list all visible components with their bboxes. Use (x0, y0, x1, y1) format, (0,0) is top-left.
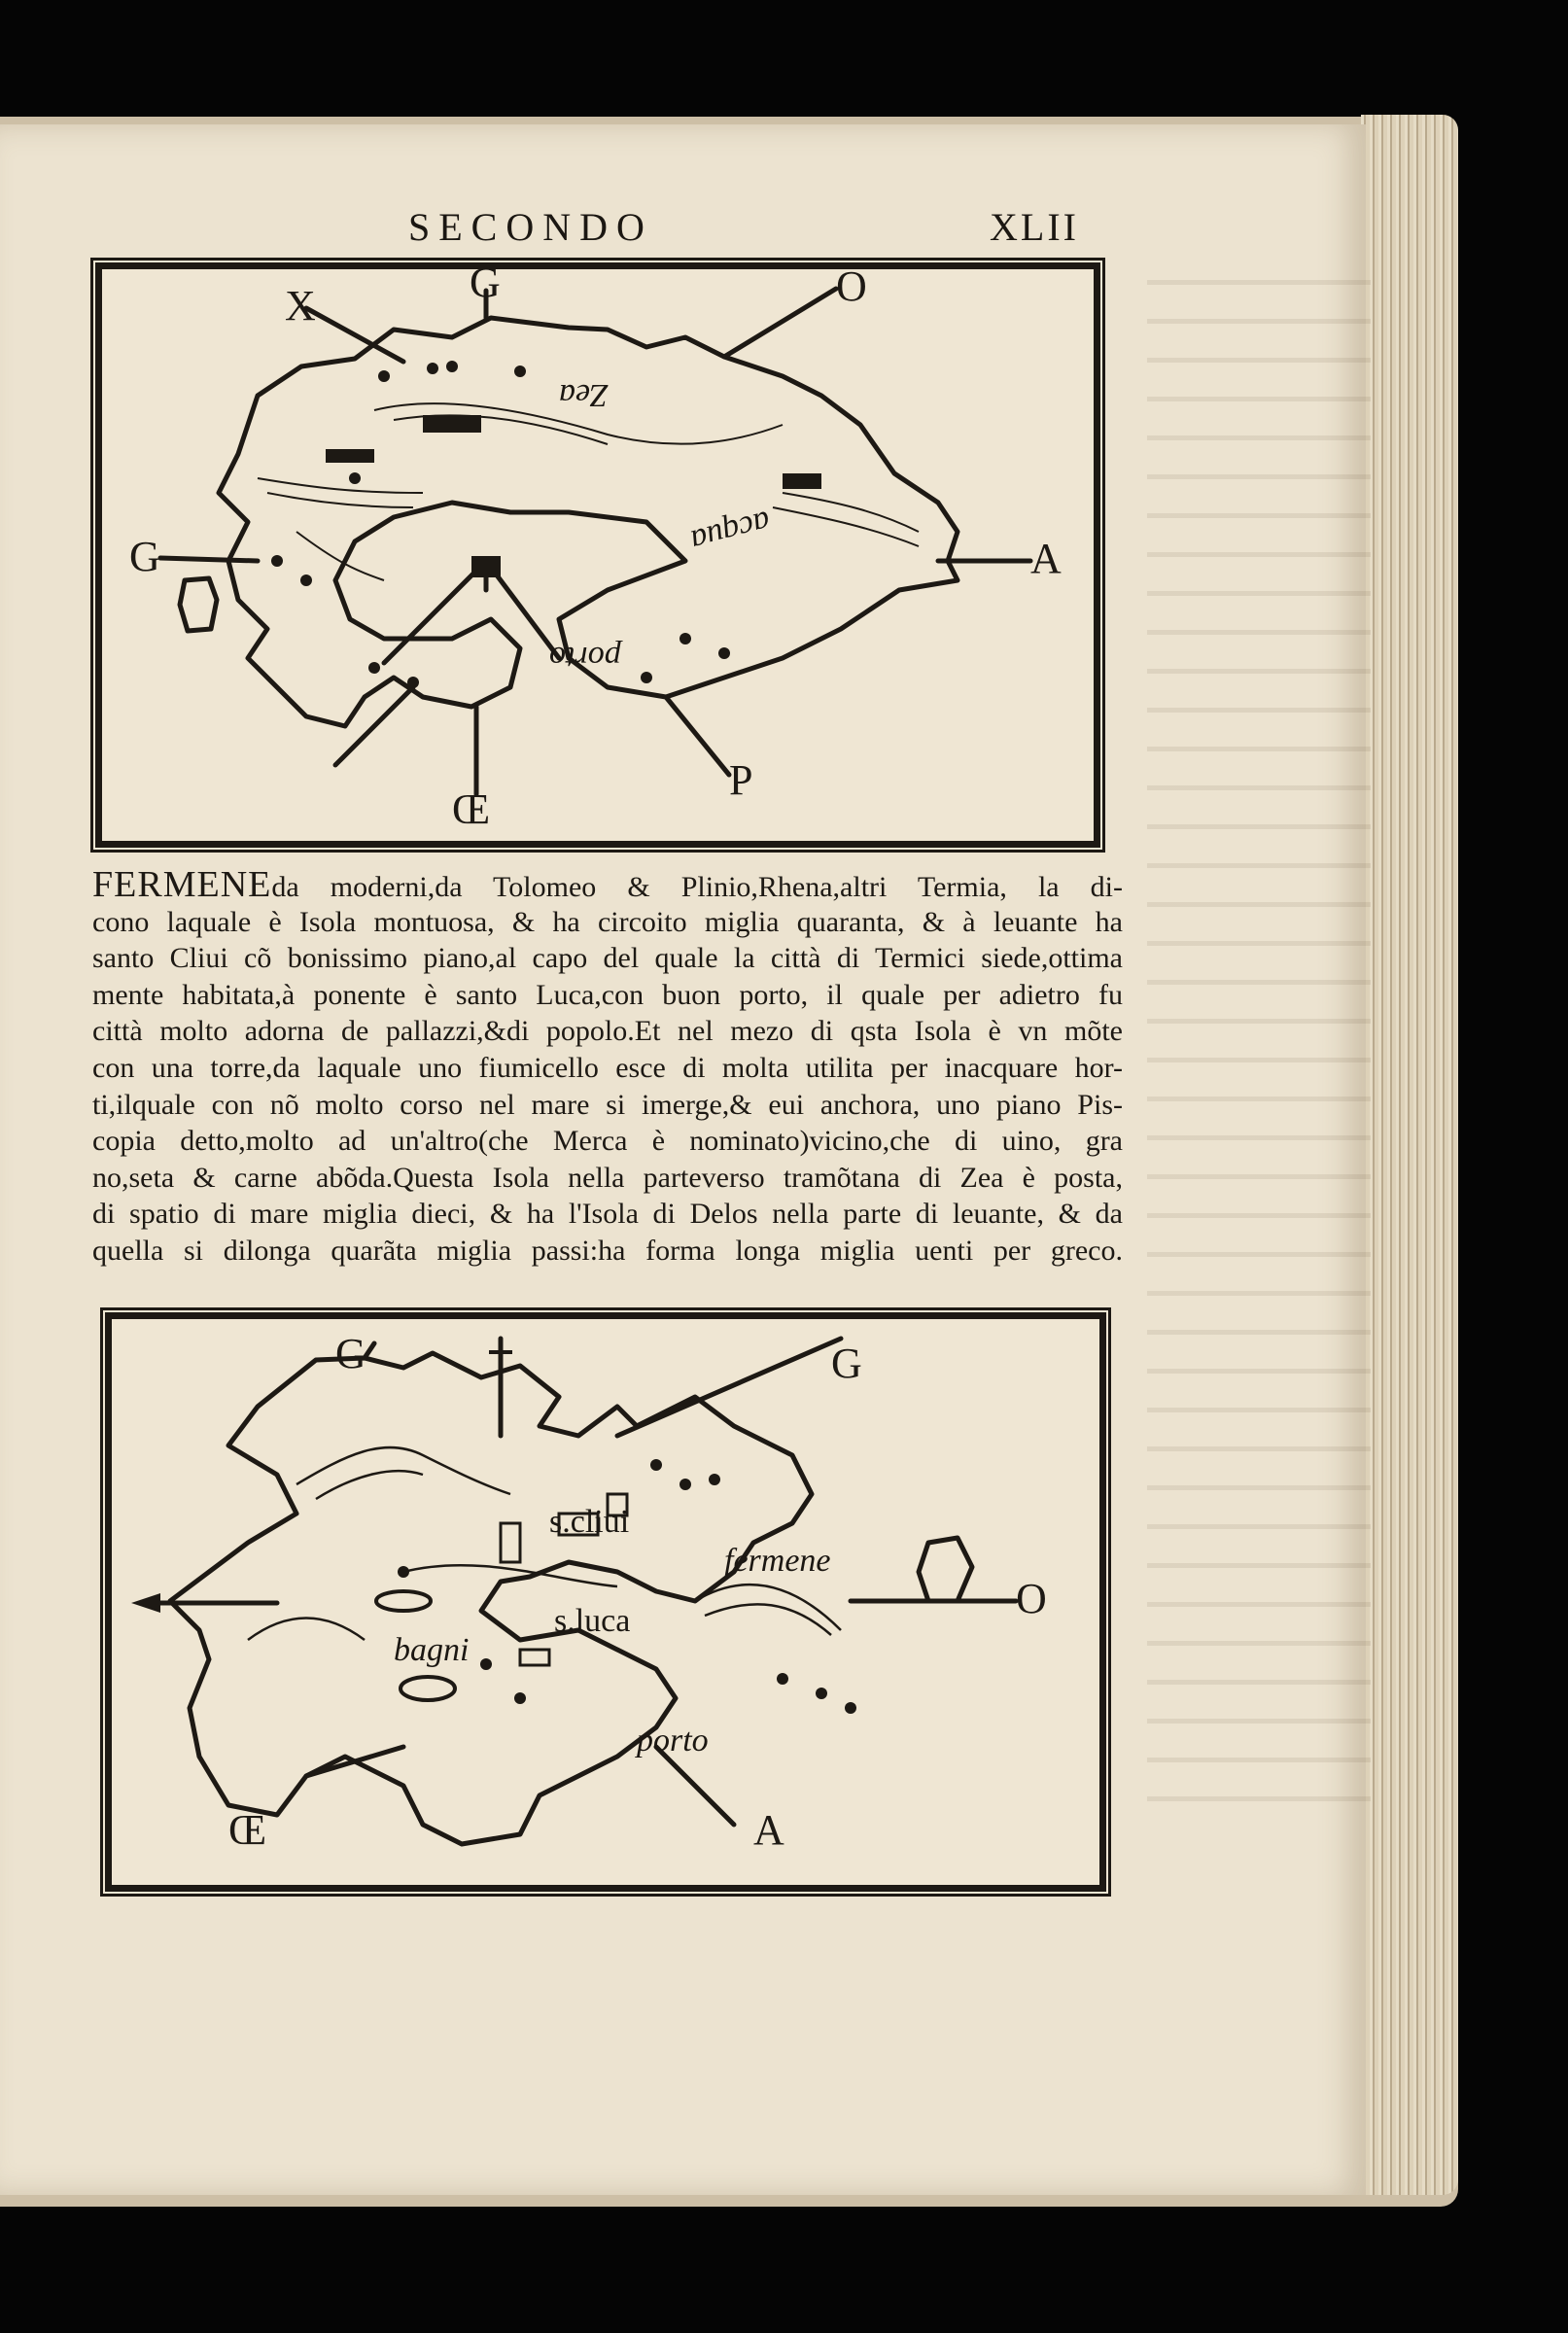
svg-text:G: G (129, 533, 160, 580)
label-acqua: acqua (686, 503, 775, 560)
label-zea: Zea (559, 377, 609, 413)
map-fermene (105, 1312, 1106, 1892)
svg-text:Œ: Œ (228, 1806, 267, 1854)
text-line: quella si dilonga quarãta miglia passi:ha forma longa miglia uenti per greco. (92, 1234, 1123, 1267)
label-bagni: bagni (394, 1632, 470, 1668)
text-line: copia detto,molto ad un'altro(che Merca è nominato)vicino,che di uino, gra (92, 1125, 1123, 1158)
text-line: con una torre,da laquale uno fiumicello esce di molta utilita per inacquare hor- (92, 1051, 1123, 1084)
svg-text:O: O (836, 269, 867, 310)
lead-word: FERMENE (92, 864, 272, 905)
map-zea (95, 262, 1100, 848)
page-header (0, 204, 1366, 262)
text-line: mente habitata,à ponente è santo Luca,con buon porto, il quale per adietro fu (92, 978, 1123, 1011)
svg-text:A: A (753, 1806, 784, 1854)
label-porto-bottom: porto (637, 1723, 709, 1758)
svg-text:G: G (470, 269, 501, 306)
map-fermene-drawing (112, 1319, 1099, 1885)
svg-text:X: X (285, 282, 316, 330)
show-through-text (1147, 253, 1371, 1808)
label-s-cliui: s.cliui (549, 1504, 630, 1540)
page-edges (1361, 115, 1458, 2195)
svg-text:G: G (831, 1340, 862, 1387)
svg-text:Œ: Œ (452, 785, 491, 833)
svg-text:P: P (729, 756, 753, 804)
text-line: no,seta & carne abõda.Questa Isola nella parteverso tramõtana di Zea è posta, (92, 1161, 1123, 1194)
label-s-luca: s.luca (554, 1603, 631, 1639)
text-line: città molto adorna de pallazzi,&di popolo.Et nel mezo di qsta Isola è vn mõte (92, 1015, 1123, 1048)
text-line: ti,ilquale con nõ molto corso nel mare si imerge,& eui anchora, uno piano Pis- (92, 1088, 1123, 1121)
label-fermene: fermene (724, 1543, 831, 1579)
svg-text:A: A (1030, 535, 1062, 582)
text-line: di spatio di mare miglia dieci, & ha l'Isola di Delos nella parte di leuante, & da (92, 1198, 1123, 1231)
text-line: cono laquale è Isola montuosa, & ha circoito miglia quaranta, & à leuante ha (92, 905, 1123, 938)
label-porto-top: porto (549, 640, 621, 676)
svg-text:G: G (335, 1330, 366, 1377)
text-line: santo Cliui cõ bonissimo piano,al capo del quale la città di Termici siede,ottima (92, 942, 1123, 975)
folio-number: XLII (990, 205, 1079, 249)
body-text (92, 864, 1123, 1270)
svg-text:O: O (1016, 1575, 1047, 1622)
text-line: FERMENEda moderni,da Tolomeo & Plinio,Rhena,altri Termia, la di- (92, 864, 1123, 905)
running-title: SECONDO (408, 205, 653, 249)
map-zea-drawing (102, 269, 1094, 841)
